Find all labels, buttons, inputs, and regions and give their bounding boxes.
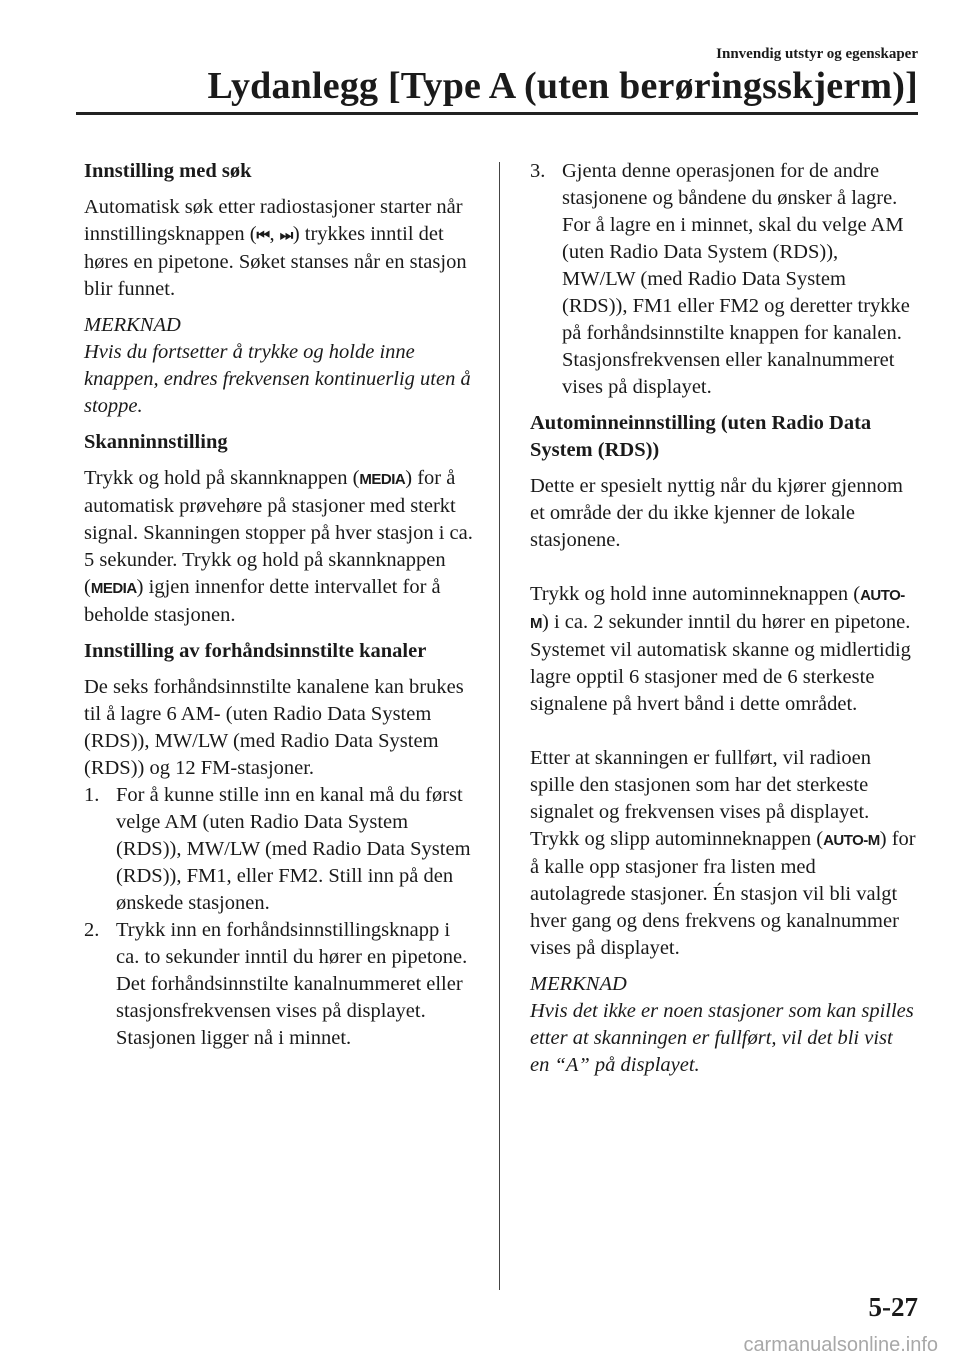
auto-m-button-icon: AUTO-M	[530, 587, 905, 632]
text-part: ) for å kalle opp stasjoner fra listen med autolagrede stasjoner. Én stasjon vil bli valgt hver gang og dens frekvens og kanalnummer vises på displayet.	[530, 828, 916, 959]
text-part: Trykk og hold inne autominneknappen (	[530, 583, 861, 605]
media-button-icon: MEDIA	[90, 580, 137, 597]
text-part: ) igjen innenfor dette intervallet for å beholde stasjonen.	[84, 576, 441, 626]
heading-search-tuning: Innstilling med søk	[84, 160, 252, 182]
paragraph-scan-tuning	[84, 465, 476, 629]
left-column	[84, 158, 476, 1052]
paragraph-auto-memory-recall	[530, 745, 916, 962]
text-part: ) trykkes inntil det høres en pipetone. Søket stanses når en stasjon blir funnet.	[84, 223, 467, 300]
list-number: 3.	[530, 160, 546, 182]
heading-scan-tuning: Skanninnstilling	[84, 431, 228, 453]
seek-back-icon: ⏮	[256, 227, 270, 244]
paragraph-preset-channels: De seks forhåndsinnstilte kanalene kan brukes til å lagre 6 AM- (uten Radio Data System (RDS)), MW/LW (med Radio Data System (RDS)) og 12 FM-stasjoner.	[84, 676, 464, 779]
list-text: Trykk inn en forhåndsinnstillingsknapp i ca. to sekunder inntil du hører en pipetone. Det forhåndsinnstilte kanalnummeret eller stasjonsfrekvensen vises på displayet. Stasjonen ligger nå i minnet.	[116, 919, 468, 1049]
note-label: MERKNAD	[84, 314, 181, 336]
note-text: Hvis det ikke er noen stasjoner som kan spilles etter at skanningen er fullført, vil det bli vist en “A” på displayet.	[530, 1000, 914, 1076]
column-divider	[499, 162, 500, 1290]
note-text: Hvis du fortsetter å trykke og holde inne knappen, endres frekvensen kontinuerlig uten å stoppe.	[84, 341, 471, 417]
heading-preset-channels: Innstilling av forhåndsinnstilte kanaler	[84, 640, 427, 662]
list-number: 1.	[84, 784, 100, 806]
list-text: For å kunne stille inn en kanal må du først velge AM (uten Radio Data System (RDS)), MW/LW (med Radio Data System (RDS)), FM1, eller FM2. Still inn på den ønskede stasjonen.	[116, 784, 471, 914]
auto-m-button-icon: AUTO-M	[823, 832, 880, 849]
page-number: 5-27	[868, 1292, 918, 1322]
list-item	[84, 782, 476, 917]
media-button-icon: MEDIA	[359, 471, 406, 488]
list-item	[530, 158, 916, 401]
heading-auto-memory: Autominneinnstilling (uten Radio Data System (RDS))	[530, 412, 872, 461]
text-part: Etter at skanningen er fullført, vil radioen spille den stasjonen som har det sterkeste signalet og frekvensen vises på displayet. Trykk og slipp autominneknappen (	[530, 747, 871, 850]
text-part: Automatisk søk etter radiostasjoner starter når innstillingsknappen (	[84, 196, 463, 245]
page-title: Lydanlegg [Type A (uten berøringsskjerm)]	[207, 65, 918, 107]
header-rule	[76, 112, 918, 115]
text-part: ,	[269, 223, 280, 245]
text-part: ) i ca. 2 sekunder inntil du hører en pipetone. Systemet vil automatisk skanne og midlertidig lagre opptil 6 stasjoner med de 6 sterkeste signalene på hvert bånd i dette området.	[530, 611, 911, 715]
list-text: Gjenta denne operasjonen for de andre stasjonene og båndene du ønsker å lagre. For å lagre en i minnet, skal du velge AM (uten Radio Data System (RDS)), MW/LW (med Radio Data System (RDS)), FM1 eller FM2 og deretter trykke på forhåndsinnstilte knappen for kanalen. Stasjonsfrekvensen eller kanalnummeret vises på displayet.	[562, 160, 910, 398]
watermark: carmanualsonline.info	[743, 1334, 938, 1356]
note-label: MERKNAD	[530, 973, 627, 995]
paragraph-auto-memory-intro: Dette er spesielt nyttig når du kjører gjennom et område der du ikke kjenner de lokale stasjonene.	[530, 475, 903, 551]
text-part: Trykk og hold på skannknappen (	[84, 467, 360, 489]
paragraph-auto-memory-press	[530, 581, 916, 718]
right-column	[530, 158, 916, 1088]
list-number: 2.	[84, 919, 100, 941]
list-item	[84, 917, 476, 1052]
paragraph-search-tuning	[84, 194, 476, 303]
header-section: Innvendig utstyr og egenskaper	[716, 46, 918, 62]
seek-forward-icon: ⏭	[279, 227, 293, 244]
text-part: ) for å automatisk prøvehøre på stasjoner med sterkt signal. Skanningen stopper på hver stasjon i ca. 5 sekunder. Trykk og hold på skannknappen (	[84, 467, 473, 598]
